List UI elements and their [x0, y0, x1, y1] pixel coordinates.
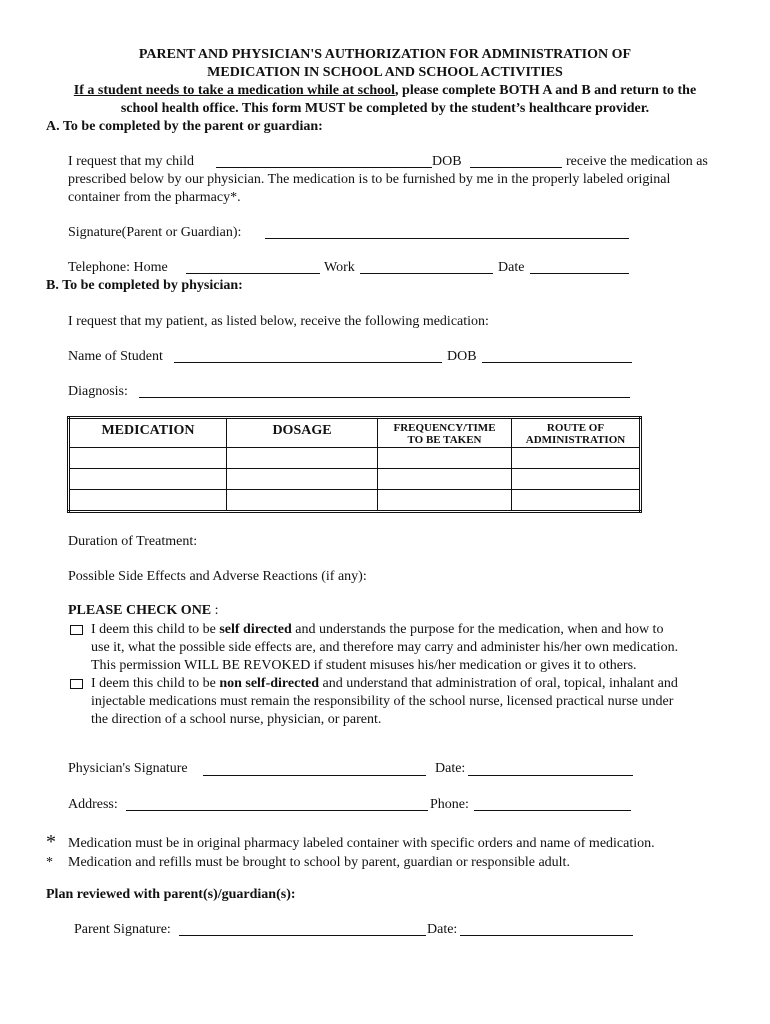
section-b-heading: B. To be completed by physician:: [46, 278, 243, 293]
physician-date-label: Date:: [435, 761, 466, 776]
section-a-date-field[interactable]: [530, 273, 629, 274]
child-name-field[interactable]: [216, 167, 432, 168]
option1-line2: use it, what the possible side effects are, and therefore may carry and administer his/her own medication.: [91, 640, 679, 655]
route-cell[interactable]: [512, 448, 641, 469]
plan-date-field[interactable]: [460, 935, 633, 936]
option2-line1-rest: and understand that administration of oral, topical, inhalant and: [319, 676, 678, 691]
telephone-home-field[interactable]: [186, 273, 320, 274]
frequency-cell[interactable]: [378, 490, 512, 512]
physician-signature-label: Physician's Signature: [68, 761, 188, 776]
telephone-work-label: Work: [324, 260, 355, 275]
option2-prefix: I deem this child to be: [91, 676, 220, 691]
medication-cell[interactable]: [69, 490, 227, 512]
telephone-home-label: Telephone: Home: [68, 260, 168, 275]
parent-signature-field[interactable]: [265, 238, 629, 239]
option2-line2: injectable medications must remain the responsibility of the school nurse, licensed practical nurse under: [91, 694, 674, 709]
check-one-text: PLEASE CHECK ONE: [68, 603, 212, 618]
check-one-label: [68, 603, 219, 619]
option1-line1-rest: and understands the purpose for the medication, when and how to: [291, 622, 664, 637]
form-instructions-line1: [0, 83, 770, 99]
instructions-rest: , please complete BOTH A and B and return to the: [395, 83, 697, 98]
dosage-cell[interactable]: [227, 469, 378, 490]
address-field[interactable]: [126, 810, 428, 811]
route-header-line1: ROUTE OF: [546, 422, 605, 434]
option1-line3: This permission WILL BE REVOKED if student misuses his/her medication or gives it to others.: [91, 658, 637, 673]
physician-signature-field[interactable]: [203, 775, 426, 776]
child-request-line1-end: receive the medication as: [566, 154, 708, 169]
diagnosis-label: Diagnosis:: [68, 384, 128, 399]
note1-text: Medication must be in original pharmacy labeled container with specific orders and name of medication.: [68, 836, 655, 851]
route-cell[interactable]: [512, 469, 641, 490]
self-directed-option: [91, 621, 726, 675]
note2-text: Medication and refills must be brought to school by parent, guardian or responsible adult.: [68, 855, 570, 870]
instructions-underlined: If a student needs to take a medication while at school: [73, 83, 396, 98]
check-one-colon: :: [211, 603, 219, 618]
table-row: [69, 490, 641, 512]
option2-bold: non self-directed: [219, 676, 319, 691]
option1-prefix: I deem this child to be: [91, 622, 220, 637]
note2-asterisk: *: [46, 855, 53, 870]
section-a-date-label: Date: [498, 260, 525, 275]
patient-request-text: I request that my patient, as listed below, receive the following medication:: [68, 314, 489, 329]
child-request-prefix: I request that my child: [68, 154, 194, 169]
form-title-line1: PARENT AND PHYSICIAN'S AUTHORIZATION FOR ADMINISTRATION OF: [138, 47, 632, 62]
non-self-directed-option: [91, 675, 726, 729]
self-directed-checkbox[interactable]: [70, 625, 83, 635]
plan-reviewed-heading: Plan reviewed with parent(s)/guardian(s):: [46, 887, 296, 902]
phone-label: Phone:: [430, 797, 469, 812]
dosage-cell[interactable]: [227, 448, 378, 469]
diagnosis-field[interactable]: [139, 397, 630, 398]
table-header-row: [69, 418, 641, 448]
frequency-cell[interactable]: [378, 469, 512, 490]
student-name-field[interactable]: [174, 362, 442, 363]
dosage-header: DOSAGE: [227, 418, 378, 448]
child-request-line2: prescribed below by our physician. The medication is to be furnished by me in the properly labeled original: [68, 172, 671, 187]
child-dob-field[interactable]: [470, 167, 562, 168]
address-label: Address:: [68, 797, 118, 812]
frequency-header-line1: FREQUENCY/TIME: [393, 422, 496, 434]
option1-bold: self directed: [219, 622, 292, 637]
section-a-heading: A. To be completed by the parent or guardian:: [46, 119, 323, 134]
student-dob-field[interactable]: [482, 362, 632, 363]
route-header-line2: ADMINISTRATION: [525, 434, 626, 446]
side-effects-label: Possible Side Effects and Adverse Reactions (if any):: [68, 569, 367, 584]
table-row: [69, 448, 641, 469]
plan-parent-signature-label: Parent Signature:: [74, 922, 171, 937]
telephone-work-field[interactable]: [360, 273, 493, 274]
table-row: [69, 469, 641, 490]
medication-cell[interactable]: [69, 469, 227, 490]
child-request-line3: container from the pharmacy*.: [68, 190, 241, 205]
medication-header: MEDICATION: [69, 418, 227, 448]
note1-asterisk: *: [46, 831, 56, 853]
medication-table: [67, 416, 642, 513]
option2-line3: the direction of a school nurse, physician, or parent.: [91, 712, 382, 727]
frequency-header-line2: TO BE TAKEN: [407, 434, 482, 446]
route-header: [512, 418, 641, 448]
frequency-header: [378, 418, 512, 448]
plan-date-label: Date:: [427, 922, 458, 937]
parent-signature-label: Signature(Parent or Guardian):: [68, 225, 242, 240]
non-self-directed-checkbox[interactable]: [70, 679, 83, 689]
child-dob-label: DOB: [432, 154, 462, 169]
plan-parent-signature-field[interactable]: [179, 935, 426, 936]
student-name-label: Name of Student: [68, 349, 163, 364]
phone-field[interactable]: [474, 810, 631, 811]
medication-cell[interactable]: [69, 448, 227, 469]
frequency-cell[interactable]: [378, 448, 512, 469]
physician-date-field[interactable]: [468, 775, 633, 776]
dosage-cell[interactable]: [227, 490, 378, 512]
route-cell[interactable]: [512, 490, 641, 512]
student-dob-label: DOB: [447, 349, 477, 364]
form-instructions-line2: school health office. This form MUST be completed by the student’s healthcare provider.: [120, 101, 650, 116]
form-title-line2: MEDICATION IN SCHOOL AND SCHOOL ACTIVITIES: [207, 65, 563, 80]
duration-label: Duration of Treatment:: [68, 534, 198, 549]
